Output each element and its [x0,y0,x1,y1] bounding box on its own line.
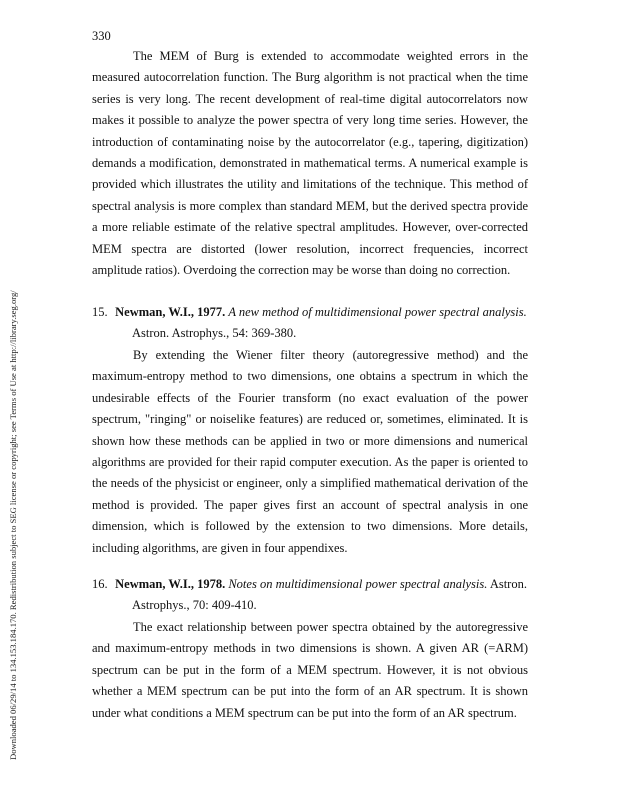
page-number: 330 [92,29,111,43]
entry-source-continued: Astron. Astrophys., 54: 369-380. [132,326,297,341]
abstract-paragraph: The exact relationship between power spectra obtained by the autoregressive and maximum-entropy methods in two dimensions is shown. A given AR (=ARM) spectrum can be put in the form of a MEM spectrum. However, it is not obvious whether a MEM spectrum can be put into the form of an AR spectrum. It is shown under what conditions a MEM spectrum can be put into the form of an AR spectrum. [92,620,528,720]
entry-author: Newman, W.I., 1977. [115,305,226,319]
entry-16-abstract [92,617,528,724]
reference-entry-16 [92,574,530,617]
entry-author: Newman, W.I., 1978. [115,577,226,591]
entry-title: A new method of multidimensional power spectral analysis. [228,305,527,319]
entry-title: Notes on multidimensional power spectral analysis. [228,577,488,591]
abstract-paragraph: By extending the Wiener filter theory (autoregressive method) and the maximum-entropy method to two dimensions, one obtains a spectrum in which the undesirable effects of the Fourier transform (no exact evaluation of the power spectrum, "ringing" or noiselike features) are reduced or, sometimes, eliminated. It is shown how these methods can be applied in two or more dimensions and numerical algorithms are provided for their rapid computer execution. As the paper is oriented to the needs of the physicist or engineer, only a simplified mathematical derivation of the method is provided. The paper gives first an account of spectral analysis in one dimension, which is followed by the extension to two dimensions. More details, including algorithms, are given in four appendixes. [92,348,528,555]
intro-paragraph: The MEM of Burg is extended to accommodate weighted errors in the measured autocorrelation function. The Burg algorithm is not practical when the time series is very long. The recent development of real-time digital autocorrelators now makes it possible to analyze the power spectra of very long time series. However, the introduction of contaminating noise by the autocorrelator (e.g., tapering, digitization) demands a modification, demonstrated in mathematical terms. A numerical example is provided which illustrates the utility and limitations of the technique. This method of spectral analysis is more complex than standard MEM, but the derived spectra provide a more reliable estimate of the relative spectral amplitudes. However, over-corrected MEM spectra are distorted (lower resolution, incorrect frequencies, incorrect amplitude ratios). Overdoing the correction may be worse than doing no correction. [92,49,528,278]
download-notice: Downloaded 06/29/14 to 134.153.184.170. Redistribution subject to SEG license or copyright; see Terms of Use at http://library.seg.org/ [8,290,18,760]
entry-number: 15. [92,305,108,319]
intro-abstract [92,46,528,281]
entry-15-abstract [92,345,528,559]
reference-entry-15 [92,302,530,345]
entry-source-continued: Astrophys., 70: 409-410. [132,598,257,613]
entry-source: Astron. [489,577,527,591]
entry-number: 16. [92,577,108,591]
